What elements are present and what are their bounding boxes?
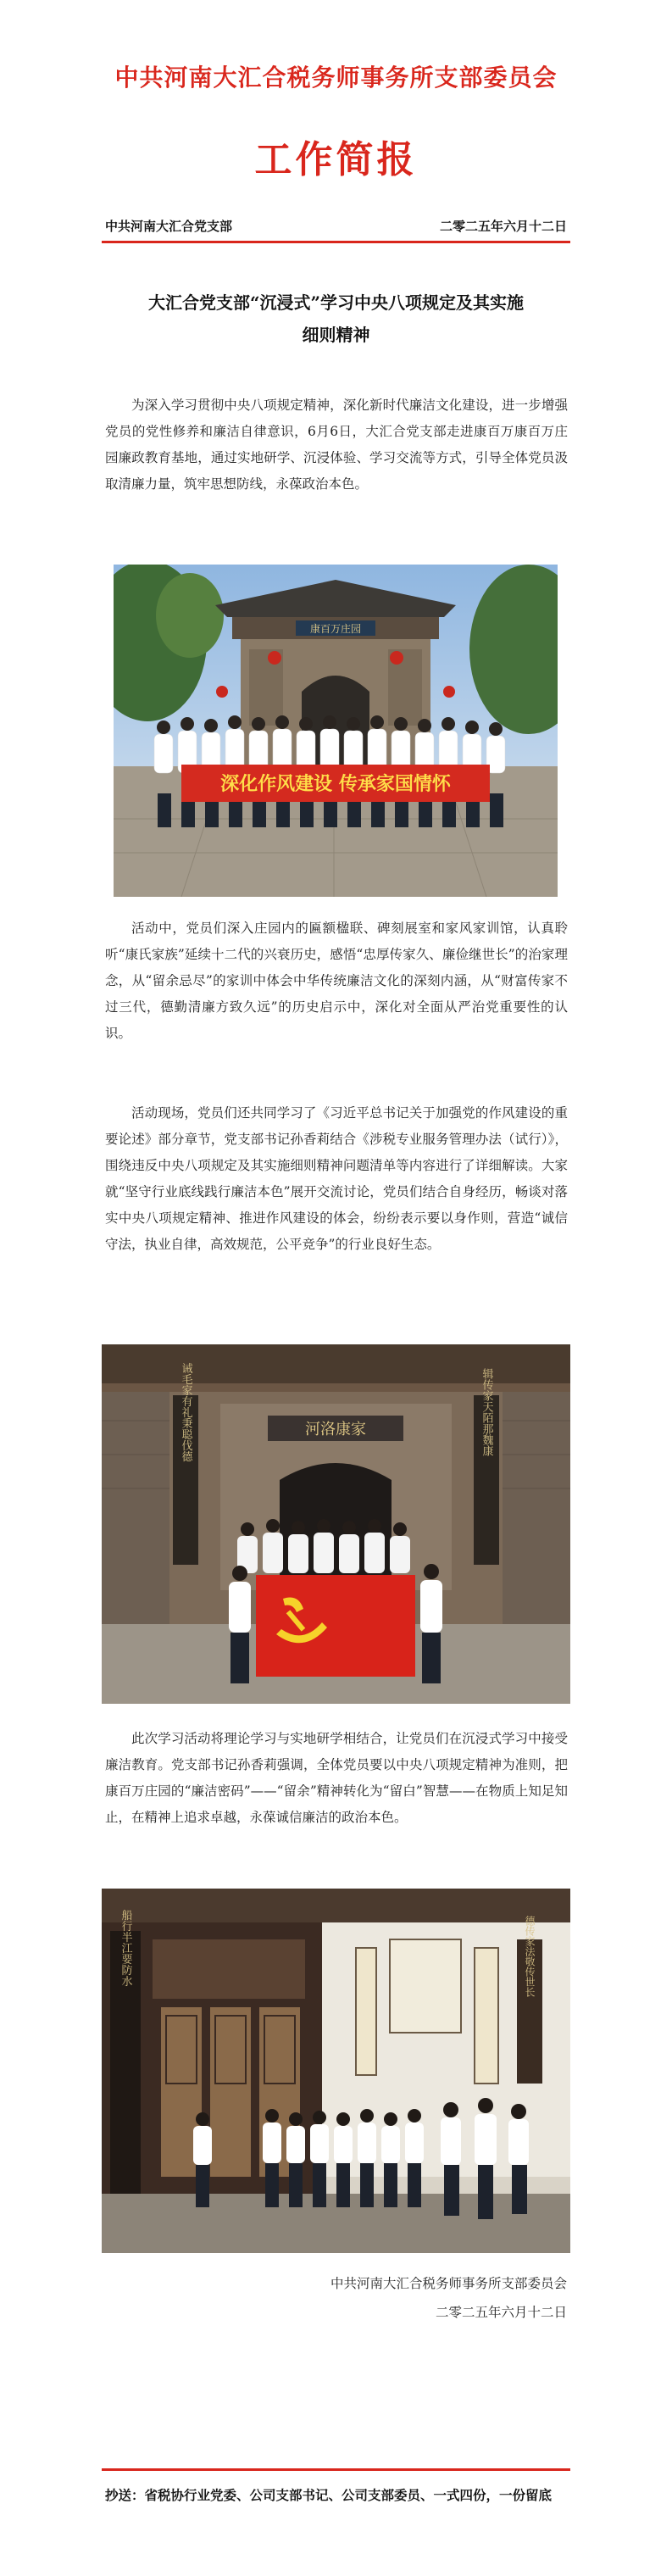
gate-plaque-text: 康百万庄园 <box>309 623 362 635</box>
paragraph-conclusion: 此次学习活动将理论学习与实地研学相结合，让党员们在沉浸式学习中接受廉洁教育。党支部书记孙香莉强调，全体党员要以中央八项规定精神为准则，把康百万庄园的“廉洁密码”——“留余”精神转化为“留白”智慧——在物质上知足知止，在精神上追求卓越，永葆诚信廉洁的政治本色。 <box>105 1731 568 1825</box>
article-title-line-1: 大汇合党支部“沉浸式”学习中央八项规定及其实施 <box>147 292 524 313</box>
issue-date: 二零二五年六月十二日 <box>439 219 567 234</box>
cc-line <box>105 2482 571 2509</box>
org-title: 中共河南大汇合税务师事务所支部委员会 <box>114 64 558 92</box>
visit-photo-interior <box>102 1889 570 2253</box>
hall-plaque-text: 河洛康家 <box>305 1421 366 1438</box>
banner-text: 深化作风建设 传承家国情怀 <box>220 774 451 795</box>
paragraph-study: 活动现场，党员们还共同学习了《习近平总书记关于加强党的作风建设的重要论述》部分章节，党支部书记孙香莉结合《涉税专业服务管理办法（试行）》，围绕违反中央八项规定及其实施细则精神问题清单等内容进行了详细解读。大家就“坚守行业底线践行廉洁本色”展开交流讨论，党员们结合自身经历，畅谈对落实中央八项规定精神、推进作风建设的体会，纷纷表示要以身作则，营造“诚信守法，执业自律，高效规范，公平竞争”的行业良好生态。 <box>105 1105 568 1252</box>
cc-label: 抄送： <box>105 2487 145 2503</box>
group-photo-gate <box>114 565 558 897</box>
footer-divider <box>102 2468 570 2471</box>
article-title <box>102 287 570 351</box>
signature-date: 二零二五年六月十二日 <box>435 2305 567 2320</box>
article-title-line-2: 细则精神 <box>302 325 370 345</box>
paragraph-intro: 为深入学习贯彻中央八项规定精神，深化新时代廉洁文化建设，进一步增强党员的党性修养和廉洁自律意识，6月6日，大汇合党支部走进康百万康百万庄园廉政教育基地，通过实地研学、沉浸体验、学习交流等方式，引导全体党员汲取清廉力量，筑牢思想防线，永葆政治本色。 <box>105 398 568 492</box>
header-divider <box>102 241 570 243</box>
issuer-label: 中共河南大汇合党支部 <box>105 219 233 234</box>
inner-right-couplet-text: 德传家法敬传世长 <box>524 1916 536 1997</box>
cc-recipients: 省税协行业党委、公司支部书记、公司支部委员、一式四份，一份留底 <box>144 2487 553 2503</box>
signature-org: 中共河南大汇合税务师事务所支部委员会 <box>330 2276 567 2291</box>
inner-left-couplet-text: 船行半江要防水 <box>119 1909 132 1987</box>
paragraph-activity: 活动中，党员们深入庄园内的匾额楹联、碑刻展室和家风家训馆，认真聆听“康氏家族”延续十二代的兴衰历史，感悟“忠厚传家久、廉俭继世长”的治家理念，从“留余忌尽”的家训中体会中华传统廉洁文化的深刻内涵，从“财富传家不过三代，德勤清廉方致久远”的历史启示中，深化对全面从严治党重要性的认识。 <box>105 921 568 1041</box>
left-couplet-text: 诫毛家有礼秉聪伐德 <box>179 1362 192 1462</box>
bulletin-title: 工作简报 <box>254 138 418 181</box>
group-photo-party-flag <box>102 1344 570 1704</box>
right-couplet-text: 辑传家天陌那魏康 <box>480 1368 493 1456</box>
